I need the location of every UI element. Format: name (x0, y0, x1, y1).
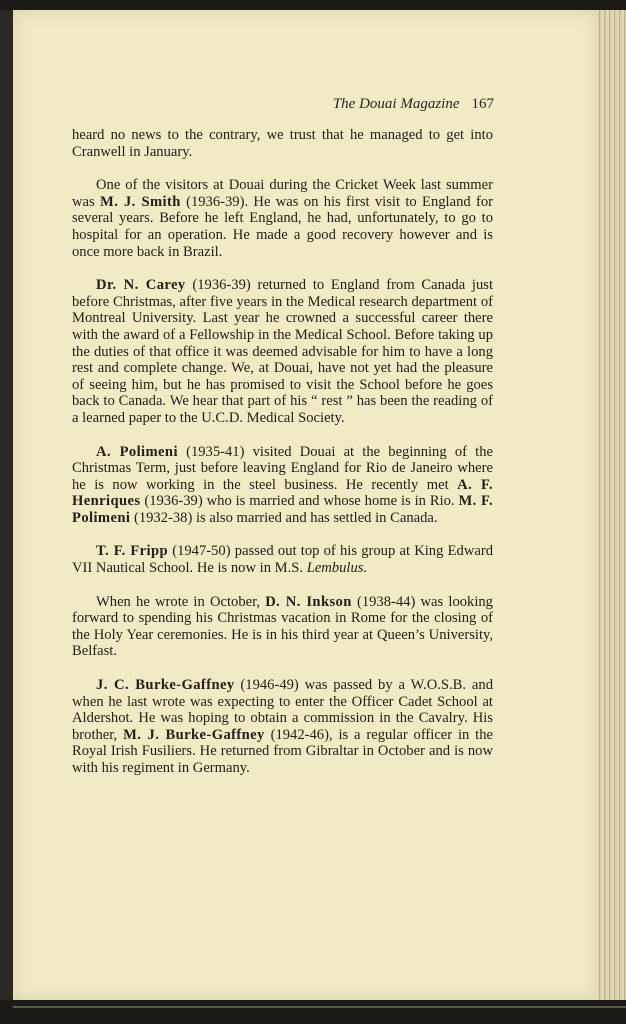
magazine-title: The Douai Magazine (332, 96, 460, 112)
paragraph (72, 277, 493, 426)
text-run: (1947-50) passed out top of his group at King Edward VII Nautical School. He is now in M.S. (72, 543, 493, 577)
text-run: (1936-39) returned to England from Canada just before Christmas, after five years in the Medical research department of Montreal University. Last year he crowned a successful career there with the award of a Fellowship in the Medical School. Before taking up the duties of that office it was deemed advisable for him to have a long rest and complete change. We, at Douai, have not yet had the pleasure of seeing him, but he has promised to visit the School before he goes back to Canada. We hear that part of his “ rest ” has been the reading of a learned paper to the U.C.D. Medical Society. (72, 277, 493, 426)
person-name: A. Polimeni (96, 443, 178, 460)
paragraph (72, 677, 493, 777)
person-name: J. C. Burke-Gaffney (96, 677, 235, 694)
bottom-border (0, 1000, 626, 1024)
person-name: A. F. Henriques (72, 476, 493, 510)
paragraph (72, 177, 493, 260)
binding-shadow (0, 10, 13, 1000)
text-run: (1932-38) is also married and has settled in Canada. (130, 509, 438, 526)
text-run: (1938-44) was looking forward to spending his Christmas vacation in Rome for the closing of the Holy Year ceremonies. He is in his third year at Queen’s University, Belfast. (72, 593, 493, 660)
paragraph (72, 127, 493, 160)
person-name: M. F. Polimeni (72, 493, 494, 526)
paragraph (72, 444, 493, 527)
person-name: M. J. Smith (100, 193, 181, 210)
person-name: T. F. Fripp (96, 543, 169, 560)
text-run: (1946-49) was passed by a W.O.S.B. and when he last wrote was expecting to enter the Officer Cadet School at Aldershot. He was hoping to obtain a commission in the Cavalry. His brother, (72, 677, 493, 743)
paragraph (72, 594, 493, 660)
page-number: 167 (471, 96, 494, 112)
text-run: When he wrote in October, (96, 593, 266, 610)
paragraph (72, 543, 493, 576)
text-run: (1942-46), is a regular officer in the Royal Irish Fusiliers. He returned from Gibraltar in October and is now with his regiment in Germany. (72, 726, 494, 776)
text-run: (1936-39) who is married and whose home is in Rio. (140, 493, 459, 510)
bottom-edge-line (13, 1006, 626, 1008)
person-name: M. J. Burke-Gaffney (123, 726, 265, 743)
ship-name: Lembulus. (306, 560, 368, 577)
text-run: (1936-39). He was on his first visit to England for several years. Before he left England, he had, unfortunately, to go to hospital for an operation. He made a good recovery however and is once more back in Brazil. (72, 193, 494, 260)
page-edges (597, 10, 626, 1000)
running-head (333, 96, 494, 113)
person-name: D. N. Inkson (265, 593, 352, 610)
text-run: (1935-41) visited Douai at the beginning of the Christmas Term, just before leaving England for Rio de Janeiro where he is now working in the steel business. He recently met (72, 443, 493, 493)
person-name: Dr. N. Carey (96, 277, 186, 294)
text-run: heard no news to the contrary, we trust that he managed to get into Cranwell in January. (72, 127, 493, 160)
text-run: One of the visitors at Douai during the Cricket Week last summer was (72, 177, 493, 210)
article-body (72, 127, 493, 794)
